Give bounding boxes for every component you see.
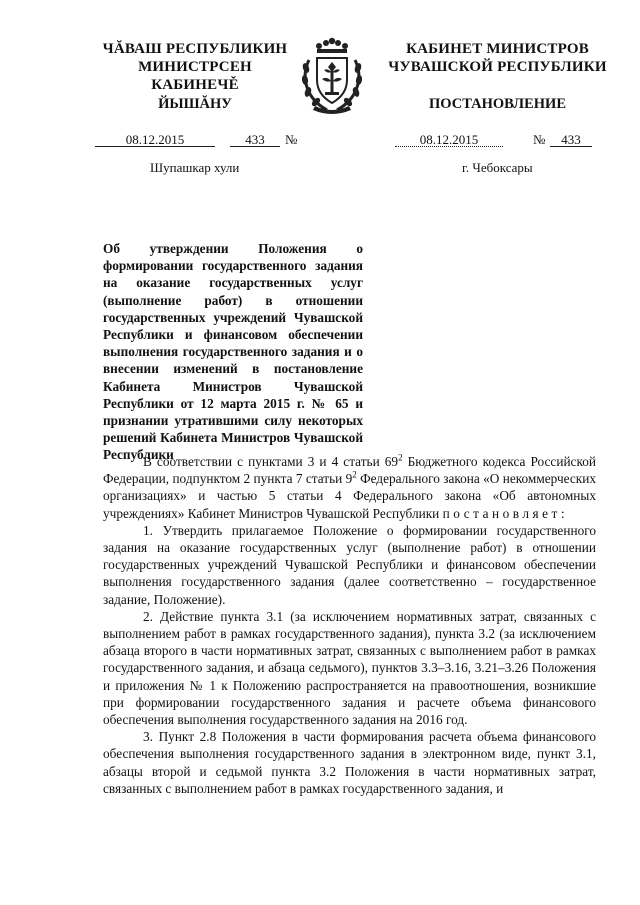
document-title: Об утверждении Положения о формировании государственного задания на оказание государственных услуг (выполнение работ) в отношении государственных учреждений Чувашской Республики и финансовом обеспечении выполнения государственного задания и о внесении изменений в постановление Кабинета Министров Чувашской Республики от 12 марта 2015 г. № 65 и признании утратившими силу некоторых решений Кабинета Министров Чувашской Республики: [103, 241, 363, 463]
decree-word: постановляет:: [442, 505, 569, 521]
coat-of-arms-icon: [297, 36, 367, 116]
header-right-org: [380, 40, 615, 76]
right-date-number: [395, 132, 595, 148]
right-number-sign: №: [533, 132, 546, 147]
header-right-kind: ПОСТАНОВЛЕНИЕ: [428, 96, 566, 112]
header-right-line1: КАБИНЕТ МИНИСТРОВ: [406, 41, 589, 57]
header-left-line2: МИНИСТРСЕН КАБИНЕЧĚ: [138, 59, 252, 93]
right-city: г. Чебоксары: [462, 160, 533, 175]
right-number: 433: [550, 132, 592, 147]
right-date: 08.12.2015: [395, 132, 503, 147]
paragraph-2: 2. Действие пункта 3.1 (за исключением нормативных затрат, связанных с выполнением работ в рамках государственного задания), пункта 3.2 (за исключением абзаца второго в части нормативных затрат, связанных с выполнением работ в рамках государственного задания, и абзаца седьмого), пунктов 3.3–3.16, 3.21–3.26 Положения и приложения № 1 к Положению распространяется на правоотношения, возникшие при формировании государственного задания и расчете объема финансового обеспечения выполнения государственного задания на 2016 год.: [103, 608, 596, 728]
paragraph-3: 3. Пункт 2.8 Положения в части формирования расчета объема финансового обеспечения выполнения государственного задания в электронном виде, пункт 3.1, абзацы второй и седьмой пункта 3.2 Положения в части нормативных затрат, связанных с выполнением работ в рамках государственного задания, и: [103, 729, 596, 796]
header-left-org: [95, 40, 295, 94]
document-body: [103, 453, 596, 797]
paragraph-1: 1. Утвердить прилагаемое Положение о формировании государственного задания на оказание государственных услуг (выполнение работ) в отношении государственных учреждений Чувашской Республики и финансовом обеспечении выполнения государственного задания (далее соответственно – государственное задание, Положение).: [103, 522, 596, 607]
left-number: 433: [230, 132, 280, 147]
left-number-sign: №: [285, 132, 298, 147]
intro-paragraph: В соответствии с пунктами 3 и 4 статьи $69^2$ Бюджетного кодекса Российской Федерации, подпунктом 2 пункта 7 статьи $9^2$ Федерального закона «О некоммерческих организациях» и частью 5 статьи 4 Федерального закона «Об автономных учреждениях» Кабинет Министров Чувашской Республики постановляет:: [103, 452, 597, 521]
left-date: 08.12.2015: [95, 132, 215, 147]
left-city: Шупашкар хули: [150, 160, 240, 175]
header-left-kind: ЙЫШĂНУ: [158, 96, 232, 112]
header-right-line2: ЧУВАШСКОЙ РЕСПУБЛИКИ: [388, 59, 607, 75]
header-left-line1: ЧĂВАШ РЕСПУБЛИКИН: [102, 41, 288, 57]
left-date-number: [95, 132, 310, 148]
